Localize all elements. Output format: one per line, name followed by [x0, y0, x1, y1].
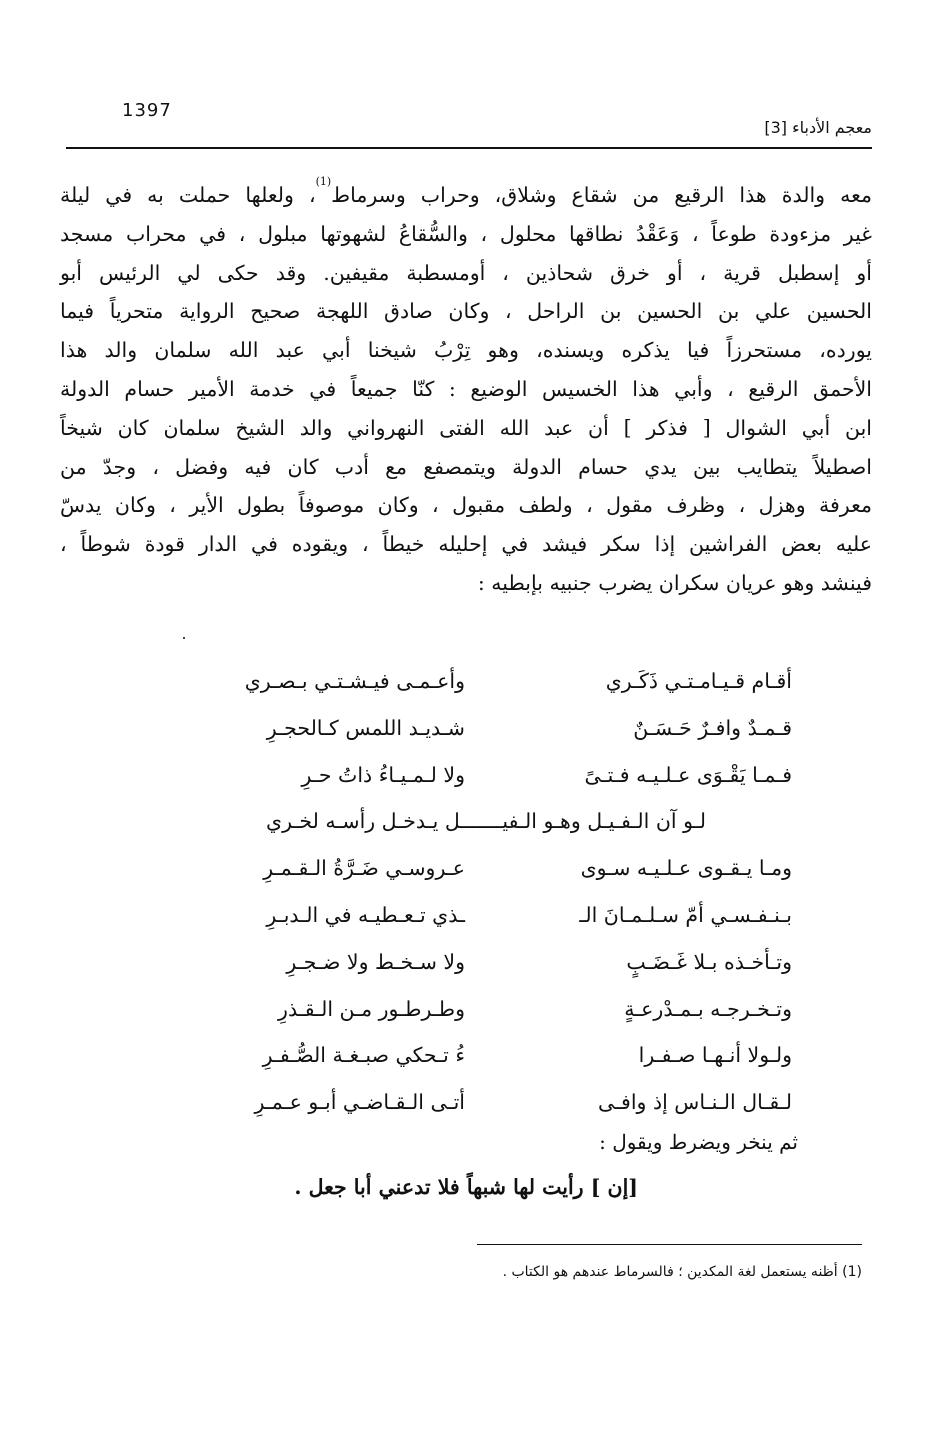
verse-7: [180, 939, 792, 986]
prose-line-1: معه والدة هذا الرقيع من شقاع وشلاق، وحراب وسرماط$^{(1)}$، ولعلها حملت به في ليلة: [60, 175, 872, 207]
verse-full-line: لـو آن الـفـيـل وهـو الـفيـــــــل يـدخـل رأسـه لخـري: [266, 809, 706, 834]
hemistich-second: وطـرطـور مـن الـقـذرِ: [278, 996, 465, 1021]
hemistich-first: ومـا يـقـوى عـلـيـه سـوى: [580, 856, 792, 881]
prose-line-11: فينشد وهو عريان سكران يضرب جنبيه بإبطيه :: [477, 570, 872, 595]
header-rule: [66, 147, 872, 149]
hemistich-second: شـديـد اللمس كـالحجـرِ: [266, 715, 465, 740]
prose-line-3: أو إسطبل قرية ، أو خرق شحاذين ، أومسطبة مقيفين. وقد حكى لي الرئيس أبو: [60, 260, 872, 285]
hemistich-first: فـمـا يَقْـوَى عـلـيـه فـتـىً: [584, 762, 792, 787]
hemistich-second: ءُ تـحكي صبـغـة الصُّـفـرِ: [262, 1043, 465, 1068]
hemistich-second: أتـى الـقـاضـي أبـو عـمـرِ: [254, 1090, 465, 1115]
prose-line-10: عليه بعض الفراشين إذا سكر فيشد في إحليله خيطاً ، ويقوده في الدار قودة شوطاً ،: [60, 532, 872, 557]
hemistich-second: ـذي تـعـطيـه في الـدبـرِ: [266, 902, 465, 927]
verse-8: [180, 986, 792, 1033]
footnote-rule: [477, 1244, 862, 1245]
hemistich-first: قـمـدٌ وافـرٌ حَـسَـنٌ: [633, 715, 792, 740]
hemistich-first: ولـولا أنـهـا صـفـرا: [638, 1043, 792, 1068]
hemistich-first: وتـخـرجـه بـمـدْرعـةٍ: [624, 996, 792, 1021]
hemistich-first: لـقـال الـنـاس إذ وافـى: [597, 1090, 792, 1115]
prose-line-5: يورده، مستحرزاً فيا يذكره ويسنده، وهو تِرْبُ شيخنا أبي عبد الله سلمان والد هذا: [60, 338, 872, 363]
after-poem-line: ثم ينخر ويضرط ويقول :: [599, 1130, 798, 1154]
poem: [180, 658, 792, 1126]
speck: [183, 637, 185, 639]
hemistich-second: عـروسـي ضَـرَّةُ الـقـمـرِ: [263, 856, 465, 881]
hemistich-second: ولا لـمـيـاءُ ذاتُ حـرِ: [301, 762, 465, 787]
prose-line-4: الحسين علي بن الحسين بن الراحل ، وكان صادق اللهجة صحيح الرواية متحرياً فيما: [60, 299, 872, 324]
prose-line-9: معرفة وهزل ، وظرف مقول ، ولطف مقبول ، وكان موصوفاً بطول الأير ، وكان يدسّ: [60, 493, 872, 518]
footnote: (1) أظنه يستعمل لغة المكدين ؛ فالسرماط عندهم هو الكتاب .: [502, 1264, 862, 1280]
hemistich-second: وأعـمـى فيـشـتـي بـصـري: [244, 669, 465, 693]
hemistich-second: ولا سـخـط ولا ضـجـرِ: [286, 949, 465, 974]
verse-2: [180, 705, 792, 752]
hemistich-first: بـنـفـسـي أمّ سـلـمـانَ الـ: [579, 902, 792, 927]
running-title: معجم الأدباء [3]: [764, 118, 872, 137]
footnote-reference: (1): [315, 175, 332, 188]
verse-6: [180, 892, 792, 939]
prose-line-2: غير مزءودة طوعاً ، وَعَقْدُ نطاقها محلول ، والسُّقاعُ لشهوتها مبلول ، في محراب مسجد: [60, 221, 872, 246]
quoted-saying: [إن ] رأيت لها شبهاً فلا تدعني أبا جعل .: [294, 1175, 638, 1199]
verse-4: [180, 798, 792, 845]
verse-5: [180, 845, 792, 892]
prose-line-8: اصطيلاً يتطايب بين يدي حسام الدولة ويتمصفع مع أدب كان فيه وفضل ، وجدّ من: [60, 454, 872, 479]
verse-9: [180, 1032, 792, 1079]
hemistich-first: أقـام قـيـامـتـي ذَكَـري: [605, 669, 792, 693]
prose-line-7: ابن أبي الشوال [ فذكر ] أن عبد الله الفتى النهرواني والد الشيخ سلمان كان شيخاً: [60, 415, 872, 440]
prose-body: [60, 176, 872, 603]
verse-3: [180, 752, 792, 799]
prose-line-6: الأحمق الرقيع ، وأبي هذا الخسيس الوضيع : كنّا جميعاً في خدمة الأمير حسام الدولة: [60, 376, 872, 401]
hemistich-first: وتـأخـذه بـلا غَـضَـبٍ: [626, 949, 792, 974]
page-number: 1397: [122, 100, 172, 121]
verse-10: [180, 1079, 792, 1126]
verse-1: [180, 658, 792, 705]
